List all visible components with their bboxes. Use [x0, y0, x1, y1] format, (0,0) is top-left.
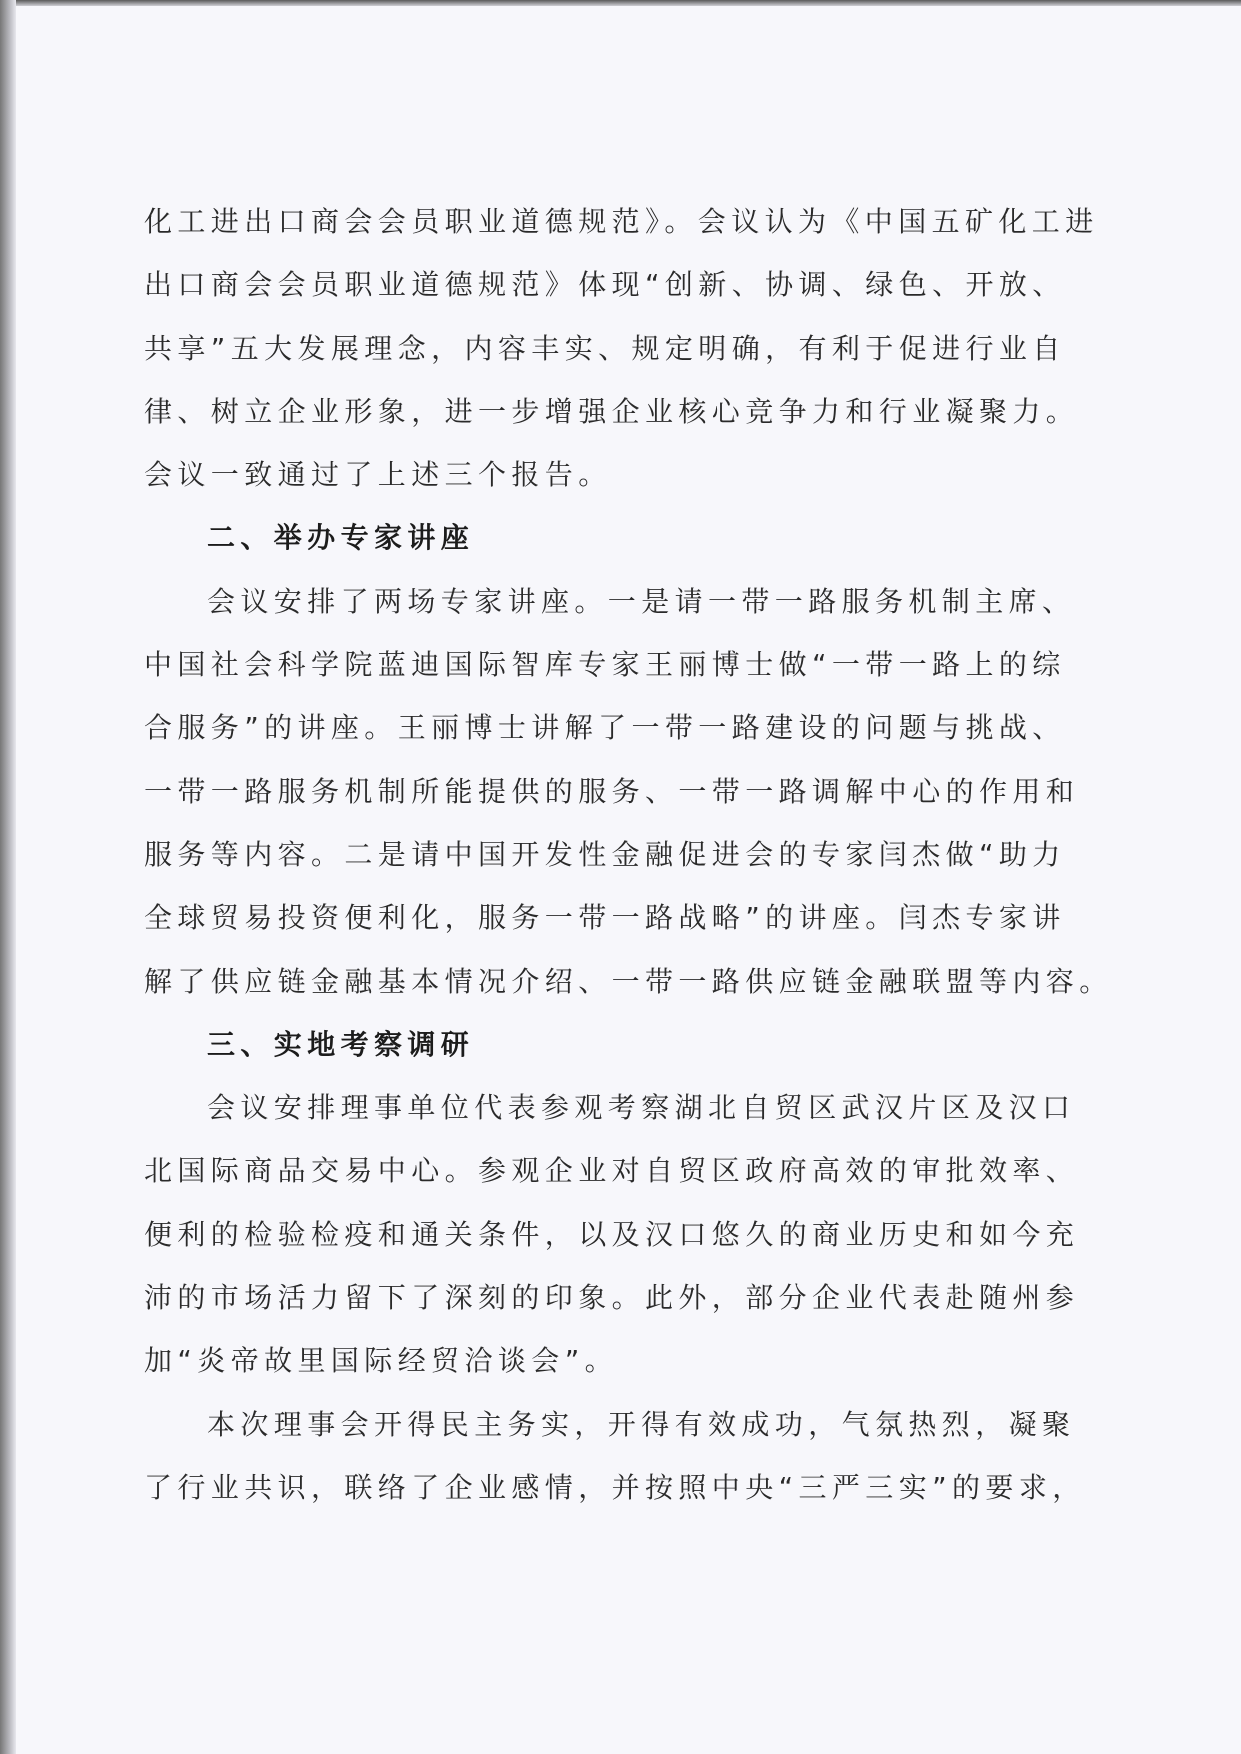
- paragraph-line: 北国际商品交易中心。参观企业对自贸区政府高效的审批效率、: [144, 1154, 1080, 1188]
- section-heading: 三、实地考察调研: [207, 1027, 475, 1061]
- paragraph-first-line: 会议安排了两场专家讲座。一是请一带一路服务机制主席、: [207, 584, 1076, 618]
- paragraph-line: 了行业共识，联络了企业感情，并按照中央“三严三实”的要求，: [144, 1470, 1086, 1504]
- paragraph-line: 服务等内容。二是请中国开发性金融促进会的专家闫杰做“助力: [144, 837, 1066, 871]
- paragraph-first-line: 本次理事会开得民主务实，开得有效成功，气氛热烈，凝聚: [207, 1407, 1076, 1441]
- scan-left-edge: [0, 0, 16, 1754]
- paragraph-line: 律、树立企业形象，进一步增强企业核心竞争力和行业凝聚力。: [144, 394, 1080, 428]
- paragraph-line: 全球贸易投资便利化，服务一带一路战略”的讲座。闫杰专家讲: [144, 901, 1066, 935]
- paragraph-line: 会议一致通过了上述三个报告。: [144, 458, 612, 492]
- paragraph-line: 沛的市场活力留下了深刻的印象。此外，部分企业代表赴随州参: [144, 1281, 1080, 1315]
- paragraph-line: 解了供应链金融基本情况介绍、一带一路供应链金融联盟等内容。: [144, 964, 1113, 998]
- paragraph-line: 化工进出口商会会员职业道德规范》。会议认为《中国五矿化工进: [144, 205, 1099, 238]
- paragraph-line: 共享”五大发展理念，内容丰实、规定明确，有利于促进行业自: [144, 331, 1066, 365]
- paragraph-first-line: 会议安排理事单位代表参观考察湖北自贸区武汉片区及汉口: [207, 1091, 1076, 1125]
- paragraph-line: 中国社会科学院蓝迪国际智库专家王丽博士做“一带一路上的综: [144, 648, 1066, 682]
- paragraph-line: 一带一路服务机制所能提供的服务、一带一路调解中心的作用和: [144, 774, 1080, 808]
- document-body: [144, 190, 1113, 1519]
- paragraph-line: 加“炎帝故里国际经贸洽谈会”。: [144, 1344, 619, 1378]
- paragraph-line: 合服务”的讲座。王丽博士讲解了一带一路建设的问题与挑战、: [144, 711, 1066, 745]
- paragraph-line: 便利的检验检疫和通关条件，以及汉口悠久的商业历史和如今充: [144, 1217, 1080, 1251]
- paragraph-line: 出口商会会员职业道德规范》体现“创新、协调、绿色、开放、: [144, 268, 1066, 302]
- section-heading: 二、举办专家讲座: [207, 521, 475, 555]
